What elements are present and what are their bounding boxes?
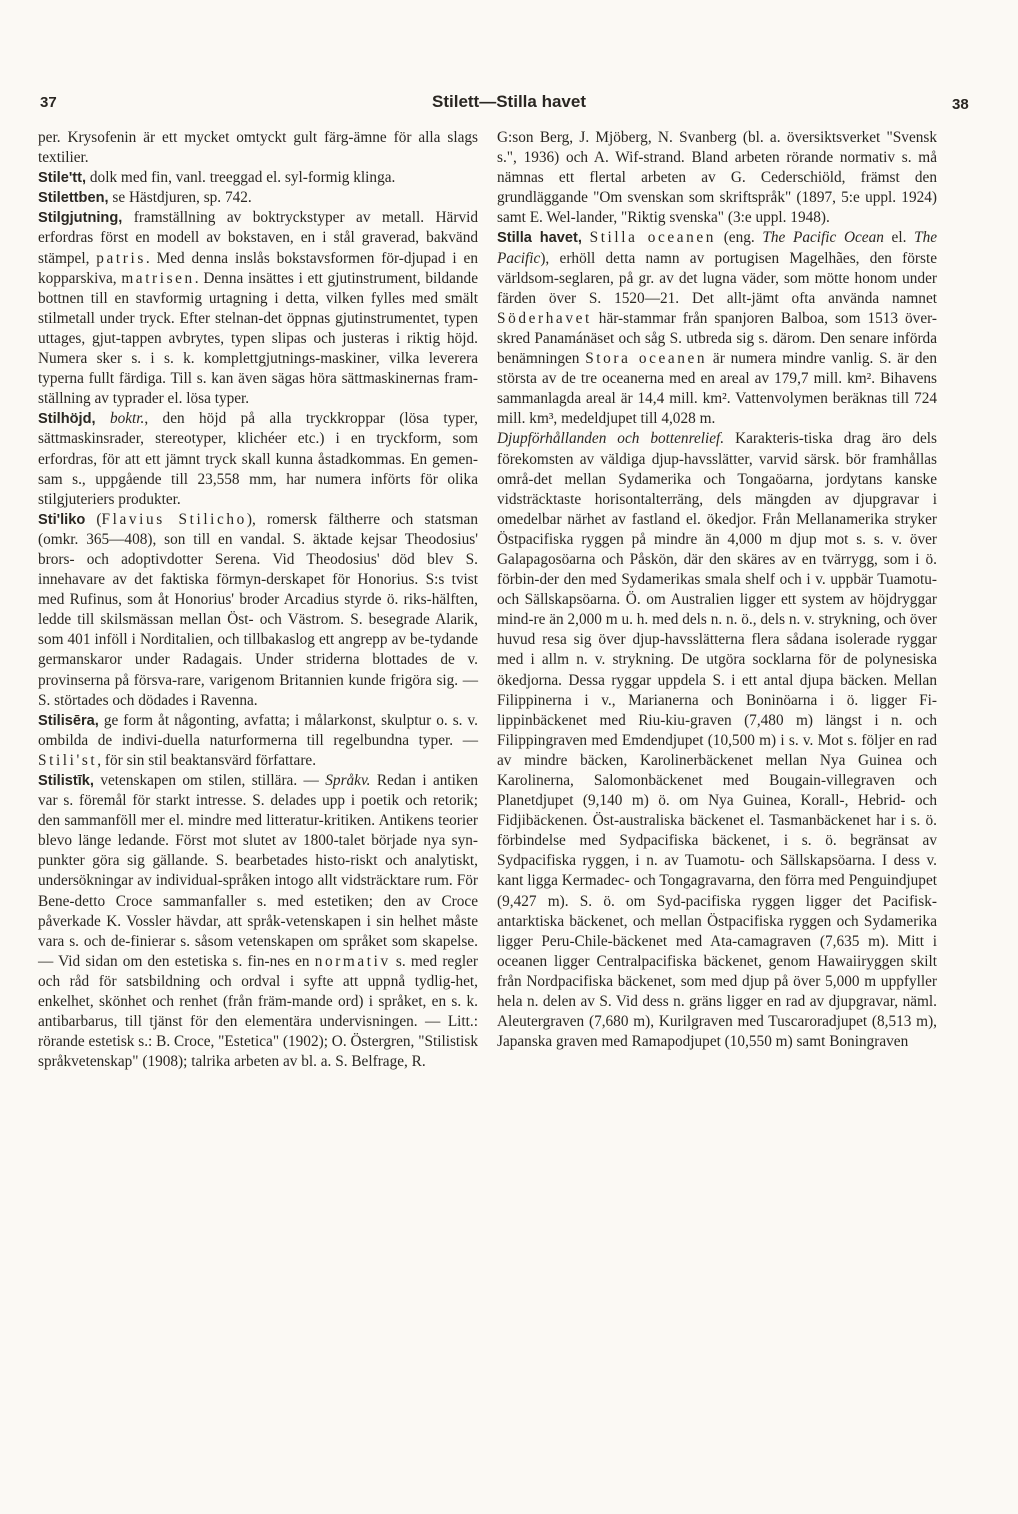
right-paragraph-1	[497, 228, 937, 429]
right-text: är numera mindre vanlig. S. är den största av de tre oceanerna med en areal av 179,7 mill. km². Bihavens sammanlagda areal är 14,4 mill. km². Vattenvolymen beräknas till 724 mill. km³, medeldjupet till 4,028 m.	[497, 350, 937, 428]
left-text	[96, 410, 110, 427]
left-paragraph-0	[38, 128, 478, 168]
left-text: , för sin stil beaktansvärd författare.	[97, 751, 317, 769]
left-spaced-text: patris	[96, 249, 146, 267]
left-italic-text: Språkv.	[325, 772, 371, 789]
left-italic-text: boktr.	[109, 410, 145, 428]
left-text: , den höjd på alla tryckkroppar (lösa typer, sättmaskinsrader, stereotyper, klichéer etc.) i en tryckform, som erfordras, för att ett jämnt tryck skall kunna åstadkommas. En gemen-sam s., uppgående till 23,558 mm, har numera införts för olika stilgjuteriers produkter.	[38, 410, 478, 508]
left-headword: Stilistīk,	[38, 773, 94, 789]
right-italic-text: The Pacific	[497, 229, 938, 267]
left-spaced-text: Flavius Stilicho	[101, 510, 247, 528]
right-text: G:son Berg, J. Mjöberg, N. Svanberg (bl. a. översiktsverket "Svensk s.", 1936) och A. Wif-strand. Bland arbeten rörande normativ s. må nämnas ett flertal arbeten av G. Cederschiöld, främst den grundläggande "Om svenskan som skriftspråk" (1897, 5:e uppl. 1924) samt E. Wel-lander, "Riktig svenska" (3:e uppl. 1948).	[497, 129, 937, 227]
left-headword: Sti'liko	[38, 511, 86, 528]
left-text: per. Krysofenin är ett mycket omtyckt gult färg-ämne för alla slags textilier.	[38, 129, 478, 167]
right-page-number: 38	[952, 96, 969, 113]
left-text: framställning av boktryckstyper av metall. Härvid erfordras först en modell av bokstaven, en i stål graverad, bakvänd stämpel,	[38, 209, 478, 267]
right-column	[497, 128, 937, 1052]
left-paragraph-3	[38, 208, 478, 409]
left-headword: Stilgjutning,	[38, 210, 123, 227]
running-head: Stilett—Stilla havet	[432, 92, 586, 111]
left-headword: Stile'tt,	[38, 170, 87, 187]
left-headword: Stilettben,	[38, 190, 109, 207]
left-spaced-text: matrisen	[121, 269, 195, 287]
right-text: här-stammar från spanjoren Balboa, som 1513 över-skred Panamánäset och såg S. utbreda sig s. därom. Den senare införda benämningen	[497, 309, 937, 368]
right-headword: Stilla havet,	[497, 230, 582, 247]
left-paragraph-4	[38, 409, 478, 509]
right-text: ), erhöll detta namn av portugisen Magelhães, den förste världsom-seglaren, på gr. av det lugna väder, som mötte honom under färden över S. 1520—21. Det allt-jämt ofta använda namnet	[497, 249, 937, 307]
right-text: Karakteris-tiska drag äro dels förekomsten av väldiga djup-havsslätter, varvid särsk. bör framhållas områ-det mellan Sydamerika och Tongaöarna, jordytans kanske vidsträcktaste horisontalterräng, dels mängden av djupgravar i omedelbar närhet av fastland el. ökedjor. Från Mellanamerika stryker Östpacifiska ryggen på mindre än 4,000 m djup mot s. s. v. över Galapagosöarna och Påskön, där den skäres av en tvärrygg, som i ö. förbin-der den med Sydamerikas smala shelf och i v. uppbär Tuamotu- och Sällskapsöarna. Ö. om Australien ligger ett system av höjdryggar mind-re än 2,000 m u. h. med dels n. n. ö., dels n. v. strykning, och över huvud resa sig över djup-havsslätterna flera sådana isolerade ryggar med i allm n. v. strykning. De utgöra socklarna för de polynesiska ökedjorna. Dessa ryggar uppdela S. i ett antal djupa bäcken. Mellan Filippinerna i v., Marianerna och Boninöarna i ö. ligger Fi-lippinbäckenet med Riu-kiu-graven (7,480 m) längst i n. och Filippingraven med Emdendjupet (10,500 m) i s. v. Mot s. följer en rad av mindre bäcken, Karolinerbäckenet mellan Nya Guinea och Karolinerna, Salomonbäckenet med Bougain-villegraven och Planetdjupet (9,140 m) ö. om Nya Guinea, Korall-, Hebrid- och Fidjibäckenen. Öst-australiska bäckenet el. Tasmanbäckenet har i s. ö. förbindelse med Sydpacifiska bäckenet, i s. ö. begränsat av Sydpacifiska ryggen, i n. av Tuamotu- och Sällskapsöarna. I dess v. kant ligga Kermadec- och Tongagravarna, den förra med Penguindjupet (9,427 m). S. ö. om Syd-pacifiska ryggen ligger det Pacifisk-antarktiska bäckenet, och mellan Östpacifiska ryggen och Sydamerika ligger Peru-Chile-bäckenet med Ata-camagraven (7,635 m). Mitt i oceanen ligger Centralpacifiska bäckenet, genom Hawaiiryggen skilt från Nordpacifiska bäckenet, som med djup på över 5,000 m uppfyller hela n. delen av S. Vid dess n. gräns ligger en rad av djupgravar, näml. Aleutergraven (7,680 m), Kurilgraven med Tuscaroradjupet (8,513 m), Japanska graven med Ramapodjupet (10,550 m) samt Boningraven	[497, 430, 938, 1051]
right-spaced-text: Söderhavet	[497, 309, 592, 327]
right-italic-text: Djupförhållanden och bottenrelief.	[497, 430, 725, 448]
right-paragraph-2	[497, 429, 937, 1052]
left-text: ge form åt någonting, avfatta; i målarkonst, skulptur o. s. v. ombilda de indivi-duella naturformerna till regelbundna typer. —	[38, 711, 478, 749]
left-paragraph-5	[38, 510, 478, 711]
left-text: se Hästdjuren, sp. 742.	[108, 189, 252, 207]
right-spaced-text: Stilla oceanen	[589, 229, 717, 247]
left-paragraph-1	[38, 168, 478, 188]
left-paragraph-6	[38, 711, 478, 771]
left-paragraph-2	[38, 188, 478, 208]
right-spaced-text: Stora oceanen	[585, 350, 708, 368]
right-text: (eng.	[716, 229, 763, 247]
left-text: s. med regler och råd för satsbildning och ordval i syfte att uppnå tydlig-het, enkelhet, skönhet och renhet (från främ-mande ord) i språket, en s. k. antibarbarus, till tjänst för den elementära undervisningen. — Litt.: rörande estetisk s.: B. Croce, "Estetica" (1902); O. Östergren, "Stilistisk språkvetenskap" (1908); talrika arbeten av bl. a. S. Belfrage, R.	[38, 952, 478, 1071]
left-spaced-text: normativ	[314, 952, 391, 970]
left-spaced-text: Stili'st	[38, 751, 98, 769]
left-text: Redan i antiken var s. föremål för starkt intresse. S. delades upp i poetik och retorik; den sammanföll mer el. mindre med litteratur-kritiken. Antikens teorier blevo länge ledande. Först mot slutet av 1800-talet började nya syn-punkter göra sig gällande. S. bearbetades histo-riskt och analytiskt, undersökningar av individual-språken intogo allt vidsträcktare rum. För Bene-detto Croce sammanfaller s. med estetiken; den av Croce påverkade K. Vossler hävdar, att språk-vetenskapen i sin helhet måste vara s. och de-finierar s. såsom vetenskapen om språket som skapelse. — Vid sidan om den estetiska s. fin-nes en	[38, 772, 479, 970]
left-text: ), romersk fältherre och statsman (omkr. 365—408), son till en vandal. S. äktade kejsar Theodosius' brors- och adoptivdotter Serena. Vid Theodosius' död blev S. innehavare av det faktiska förmyn-derskapet för Honorius. S:s tvist med Rufinus, som åt Honorius' broder Arcadius styrde ö. riks-hälften, ledde till skilsmässan mellan Öst- och Västrom. S. besegrade Alarik, som 401 inföll i Norditalien, och tillbakaslog ett angrepp av be-tydande germanskaror under Radagais. Under striderna blottades de v. provinserna på försva-rare, varigenom Britannien kunde frigöra sig. — S. störtades och dödades i Ravenna.	[38, 510, 478, 709]
left-text: . Denna insättes i ett gjutinstrument, bildande bottnen till en stavformig urtagning i detta, vilken fylles med smält stilmetall under tryck. Efter stelnan-det öppnas gjutinstrumentet, typen uttages, gjut-tappen avbrytes, typen slipas och justeras i riktig höjd. Numera sker s. i s. k. komplettgjutnings-maskiner, vilka leverera typerna fullt färdiga. Till s. kan även sägas höra sättmaskinernas fram-ställning av typrader el. lösa typer.	[38, 269, 478, 408]
right-paragraph-0	[497, 128, 937, 228]
left-text: (	[85, 510, 102, 528]
right-text: el.	[883, 229, 915, 247]
left-text: dolk med fin, vanl. treeggad el. syl-formig klinga.	[86, 169, 396, 187]
left-column	[38, 128, 478, 1072]
right-italic-text: The Pacific Ocean	[762, 229, 884, 247]
left-page-number: 37	[40, 94, 57, 111]
right-text	[582, 229, 590, 246]
left-headword: Stilisēra,	[38, 712, 99, 729]
left-headword: Stilhöjd,	[38, 411, 96, 428]
left-text: vetenskapen om stilen, stillära. —	[93, 772, 326, 789]
left-paragraph-7	[38, 771, 478, 1072]
left-text: . Med denna inslås bokstavsformen för-djupad i en kopparskiva,	[38, 249, 478, 287]
